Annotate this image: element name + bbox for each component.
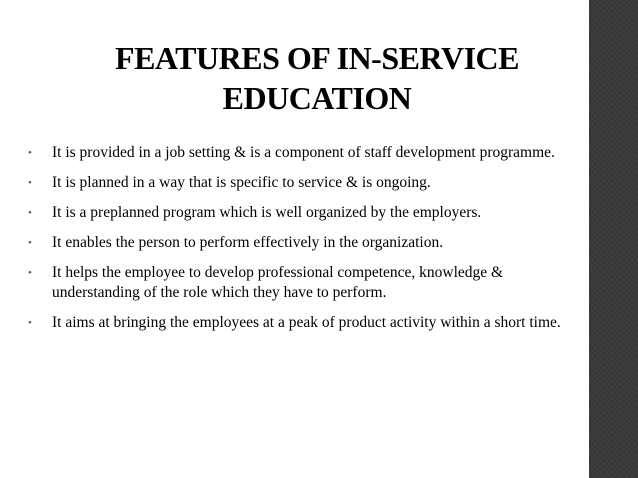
- bullet-text: It aims at bringing the employees at a peak of product activity within a short time.: [52, 314, 561, 331]
- slide-title-line-1: FEATURES OF IN-SERVICE: [115, 40, 519, 76]
- bullet-list: [28, 143, 568, 343]
- bullet-item: [28, 263, 568, 303]
- slide-title-line-2: EDUCATION: [222, 80, 412, 116]
- bullet-text: It helps the employee to develop professional competence, knowledge & understanding of the role which they have to perform.: [52, 264, 504, 301]
- bullet-item: [28, 173, 568, 193]
- slide-title: [60, 38, 574, 118]
- bullet-item: [28, 313, 568, 333]
- bullet-icon: •: [28, 207, 32, 219]
- bullet-icon: •: [28, 317, 32, 329]
- bullet-text: It enables the person to perform effectively in the organization.: [52, 234, 444, 251]
- bullet-icon: •: [28, 147, 32, 159]
- bullet-text: It is provided in a job setting & is a component of staff development programme.: [52, 144, 555, 161]
- bullet-text: It is planned in a way that is specific to service & is ongoing.: [52, 174, 431, 191]
- bullet-item: [28, 233, 568, 253]
- decorative-side-bar: [589, 0, 638, 478]
- bullet-icon: •: [28, 237, 32, 249]
- bullet-item: [28, 203, 568, 223]
- bullet-text: It is a preplanned program which is well organized by the employers.: [52, 204, 482, 221]
- bullet-item: [28, 143, 568, 163]
- bullet-icon: •: [28, 267, 32, 279]
- bullet-icon: •: [28, 177, 32, 189]
